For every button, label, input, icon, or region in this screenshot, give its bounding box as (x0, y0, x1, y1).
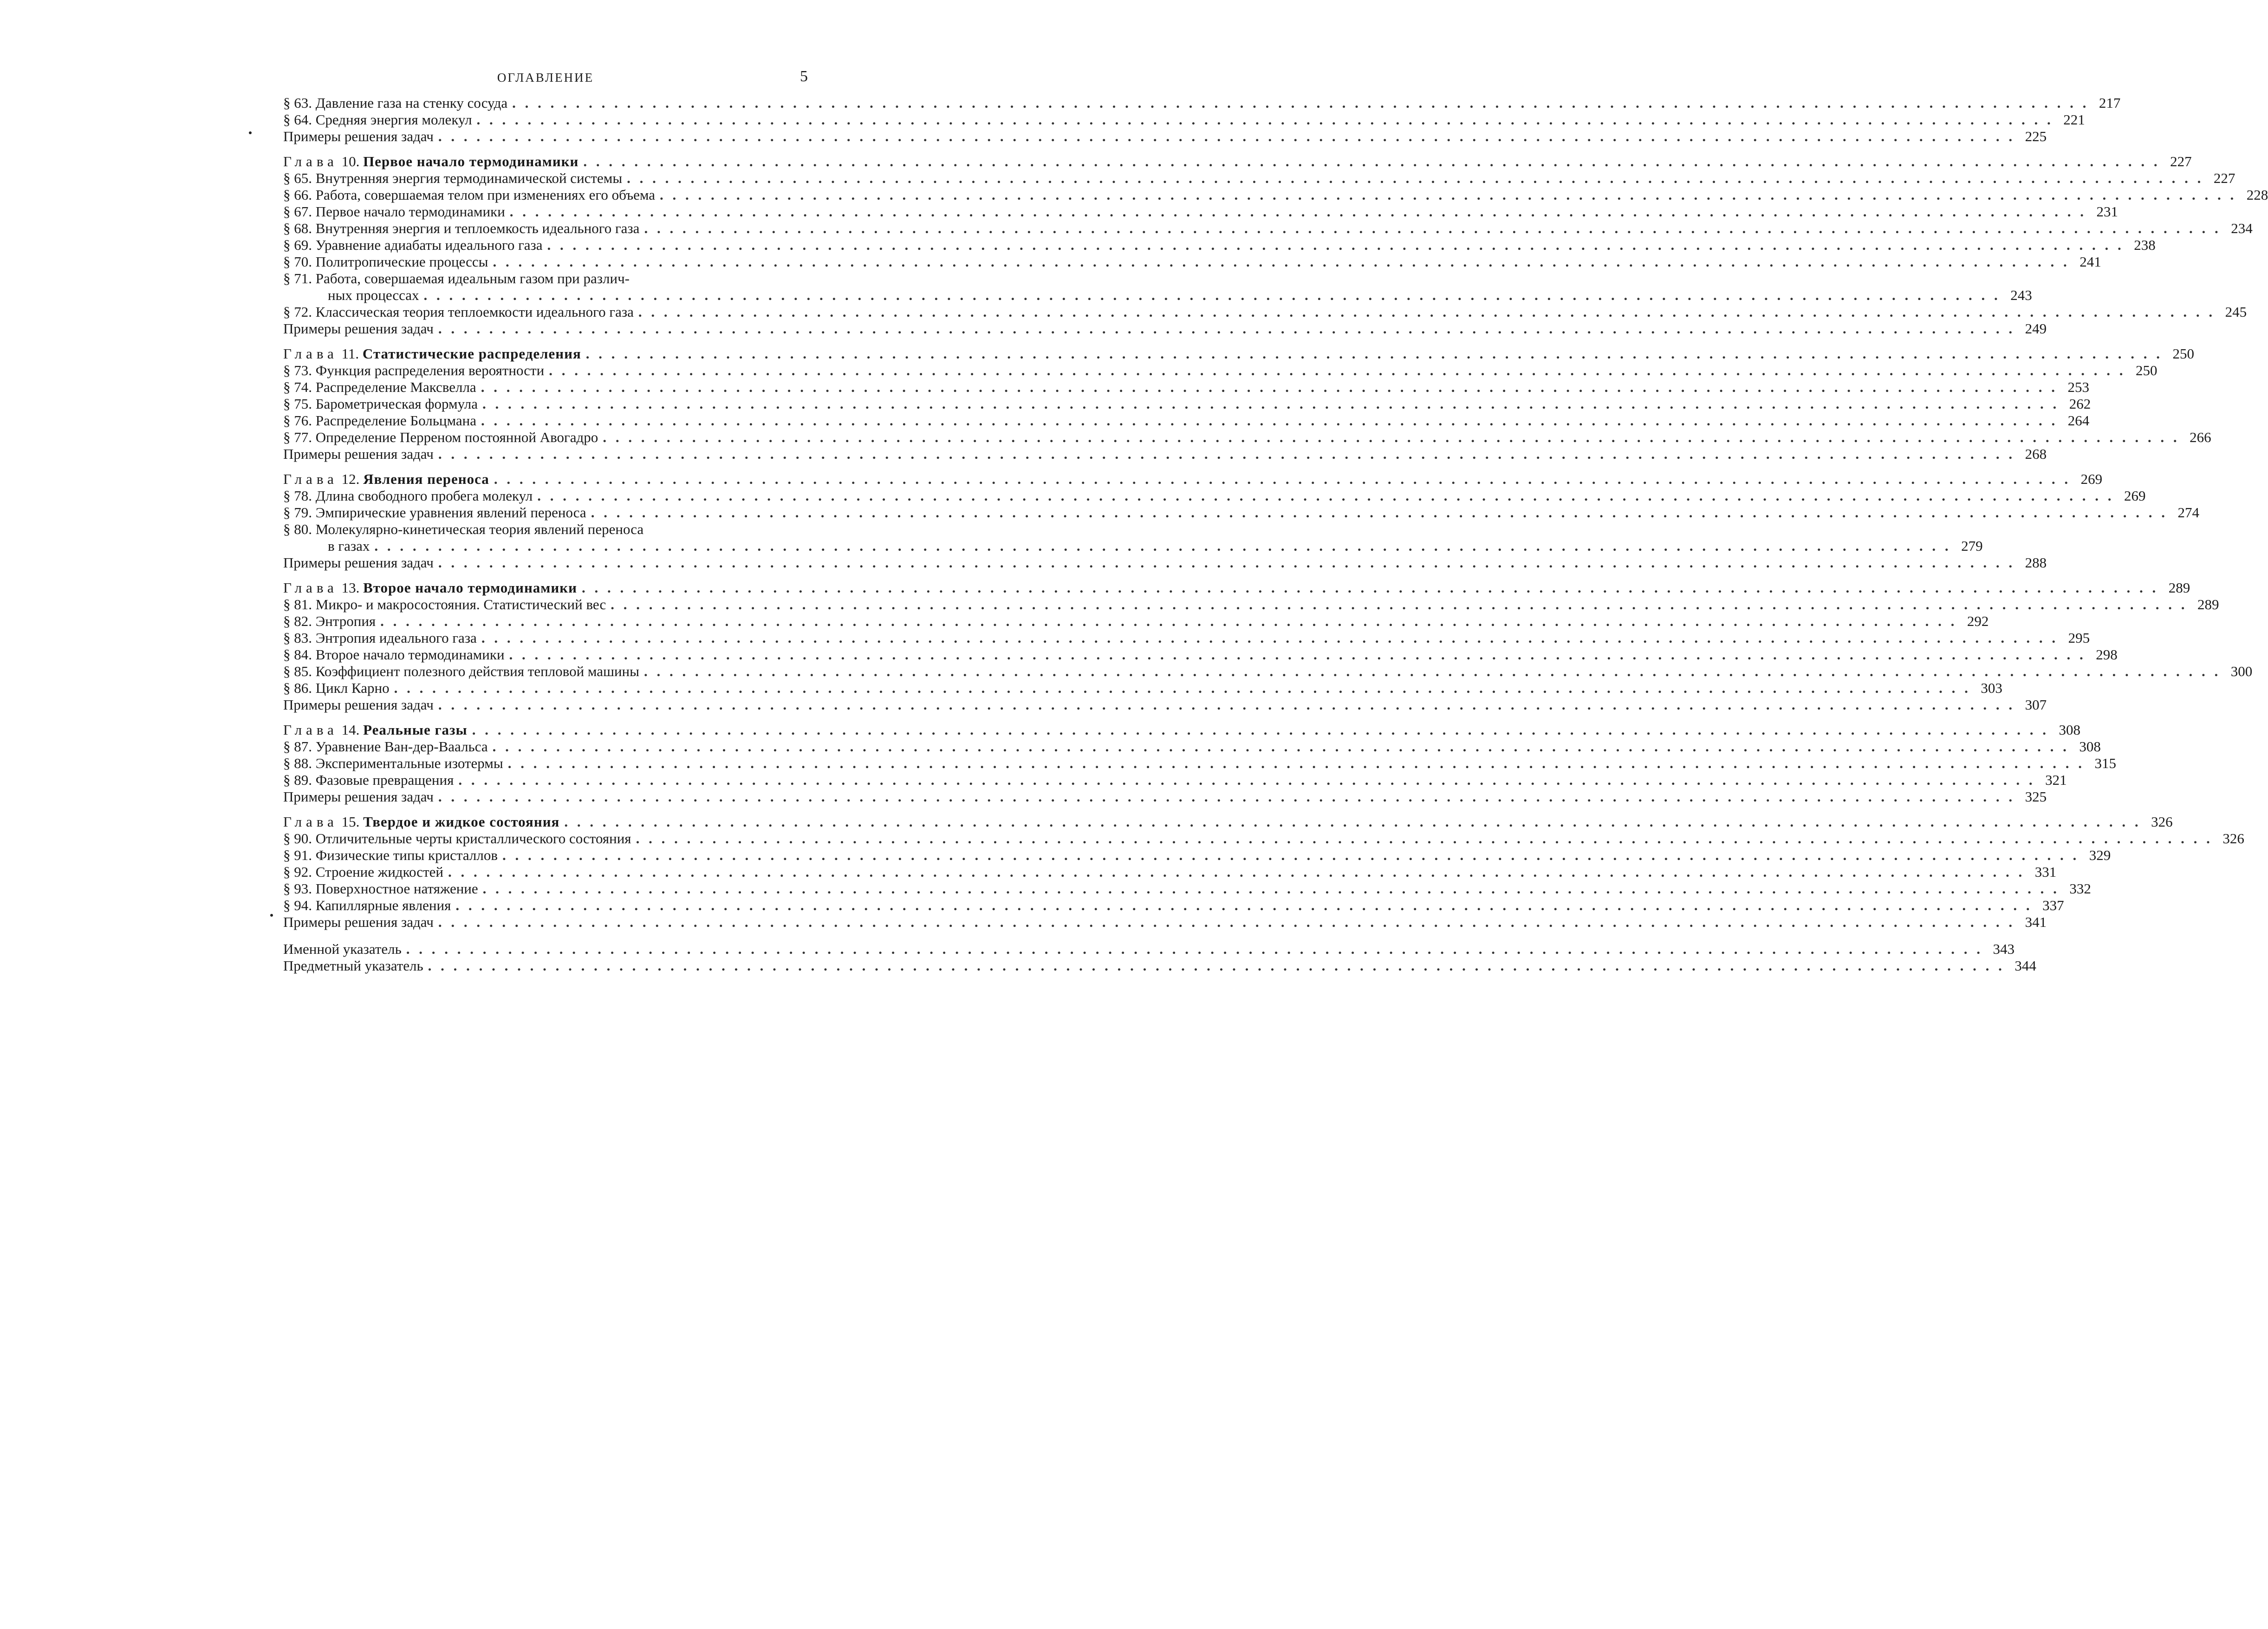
entry-title: § 93. Поверхностное натяжение (283, 880, 478, 897)
dot-leader (481, 379, 2058, 396)
toc-entry[interactable] (283, 830, 2244, 847)
page-ref: 231 (2096, 203, 2119, 220)
dot-leader (438, 446, 2015, 463)
chapter-prefix: Глава (283, 471, 338, 487)
chapter-title (283, 580, 577, 596)
dot-leader (438, 788, 2015, 805)
entry-title: § 63. Давление газа на стенку сосуда (283, 95, 508, 111)
page-ref: 279 (1961, 538, 1983, 554)
entry-title: § 87. Уравнение Ван-дер-Ваальса (283, 738, 488, 755)
page-ref: 344 (2015, 958, 2036, 974)
page-ref: 250 (2135, 362, 2158, 378)
chapter-title (283, 722, 468, 738)
toc-entry[interactable] (283, 697, 2047, 713)
dot-leader (644, 663, 2221, 680)
dot-leader (380, 613, 1957, 630)
toc-entry-line[interactable]: § 71. Работа, совершаемая идеальным газом при различ- (283, 270, 630, 287)
page-ref: 326 (2151, 814, 2173, 830)
toc-entry[interactable] (283, 446, 2047, 463)
page-ref: 266 (2190, 429, 2211, 445)
toc-entry[interactable] (283, 203, 2119, 220)
toc-entry[interactable] (283, 320, 2047, 337)
chapter-name: Первое начало термодинамики (363, 153, 579, 169)
page-ref: 268 (2025, 446, 2047, 462)
toc-group (283, 345, 2211, 463)
toc-entry[interactable] (283, 596, 2219, 613)
toc-entry[interactable] (283, 237, 2156, 254)
toc-entry[interactable] (283, 897, 2064, 914)
chapter-title (283, 471, 489, 488)
chapter-name: Второе начало термодинамики (363, 580, 578, 596)
page-ref: 307 (2025, 697, 2047, 713)
entry-title: § 84. Второе начало термодинамики (283, 646, 505, 663)
toc-entry[interactable] (283, 941, 2015, 958)
entry-title: § 82. Энтропия (283, 613, 376, 629)
dot-leader (458, 772, 2035, 788)
entry-title: § 72. Классическая теория теплоемкости идеального газа (283, 304, 634, 320)
dot-leader (406, 941, 1983, 958)
page-ref: 228 (2246, 187, 2268, 203)
toc-entry[interactable] (283, 304, 2247, 320)
dot-leader (481, 630, 2058, 646)
page-ref: 225 (2025, 128, 2047, 144)
entry-title: Примеры решения задач (283, 788, 434, 805)
toc-list (283, 95, 2268, 974)
page-ref: 249 (2025, 320, 2047, 337)
entry-title: § 64. Средняя энергия молекул (283, 111, 472, 128)
chapter-number: 11. (341, 345, 359, 362)
dot-leader (472, 722, 2049, 738)
chapter-number: 14. (341, 722, 360, 738)
dot-leader (611, 596, 2187, 613)
toc-group (283, 95, 2121, 145)
dot-leader (428, 958, 2005, 974)
dot-leader (482, 396, 2059, 412)
entry-title: § 86. Цикл Карно (283, 680, 390, 696)
page-ref: 326 (2223, 830, 2244, 847)
entry-title: § 85. Коэффициент полезного действия тепловой машины (283, 663, 639, 679)
page-ref: 308 (2059, 722, 2080, 738)
entry-title: § 81. Микро- и макросостояния. Статистический вес (283, 596, 606, 613)
toc-entry[interactable] (283, 755, 2116, 772)
toc-entry[interactable] (283, 429, 2211, 446)
toc-entry[interactable] (283, 788, 2047, 805)
chapter-name: Твердое и жидкое состояния (363, 814, 560, 830)
toc-entry[interactable] (283, 538, 1983, 554)
page-ref: 269 (2080, 471, 2103, 487)
chapter-name: Явления переноса (363, 471, 489, 487)
page-ref: 331 (2034, 864, 2057, 880)
chapter-prefix: Глава (283, 345, 338, 362)
toc-entry[interactable] (283, 111, 2085, 128)
entry-title: Примеры решения задач (283, 914, 434, 930)
toc-entry[interactable] (283, 128, 2047, 145)
dot-leader (638, 304, 2215, 320)
toc-entry[interactable] (283, 772, 2067, 788)
page-ref: 332 (2069, 880, 2091, 897)
dot-leader (424, 287, 2001, 304)
dot-leader (549, 362, 2125, 379)
dot-leader (583, 153, 2160, 170)
page-ref: 250 (2172, 345, 2195, 362)
chapter-number: 12. (341, 471, 360, 487)
dot-leader (564, 814, 2141, 830)
toc-entry[interactable] (283, 254, 2101, 270)
entry-continuation: ных процессах (328, 287, 419, 303)
toc-entry[interactable] (283, 362, 2158, 379)
dot-leader (394, 680, 1971, 697)
page-title: ОГЛАВЛЕНИЕ (497, 71, 594, 85)
entry-title: Примеры решения задач (283, 446, 434, 462)
page-ref: 289 (2168, 580, 2190, 596)
entry-title: § 77. Определение Перреном постоянной Авогадро (283, 429, 598, 445)
toc-entry[interactable] (283, 95, 2121, 111)
dot-leader (374, 538, 1951, 554)
dot-leader (494, 471, 2071, 488)
table-of-contents-page (283, 65, 2268, 983)
chapter-prefix: Глава (283, 814, 338, 830)
entry-title: Примеры решения задач (283, 697, 434, 713)
dot-leader (481, 412, 2058, 429)
page-ref: 227 (2213, 170, 2236, 186)
page-ref: 303 (1981, 680, 2002, 696)
page-ref: 341 (2025, 914, 2047, 930)
chapter-heading[interactable] (283, 580, 2190, 596)
dot-leader (660, 187, 2236, 203)
toc-group (283, 941, 2036, 974)
page-ref: 262 (2069, 396, 2091, 412)
dot-leader (438, 554, 2015, 571)
toc-entry[interactable] (283, 680, 2002, 697)
toc-entry[interactable] (283, 412, 2090, 429)
page-ref: 269 (2124, 488, 2146, 504)
dot-leader (512, 95, 2089, 111)
toc-entry[interactable] (283, 864, 2057, 880)
entry-title: § 70. Политропические процессы (283, 254, 488, 270)
toc-entry[interactable] (283, 488, 2146, 504)
dot-leader (644, 220, 2221, 237)
chapter-heading[interactable] (283, 814, 2173, 830)
toc-entry[interactable] (283, 958, 2036, 974)
page-ref: 221 (2063, 111, 2085, 128)
dot-leader (508, 755, 2085, 772)
toc-group (283, 722, 2116, 805)
chapter-name: Статистические распределения (362, 345, 581, 362)
stray-mark (270, 914, 273, 917)
toc-group (283, 471, 2199, 571)
dot-leader (627, 170, 2203, 187)
dot-leader (438, 128, 2015, 145)
toc-entry[interactable] (283, 914, 2047, 931)
page-ref: 300 (2230, 663, 2253, 679)
chapter-number: 13. (341, 580, 360, 596)
toc-entry[interactable] (283, 847, 2111, 864)
page-ref: 289 (2197, 596, 2219, 613)
toc-entry[interactable] (283, 396, 2091, 412)
page-number: 5 (800, 68, 808, 85)
page-ref: 308 (2079, 738, 2101, 755)
entry-title: Примеры решения задач (283, 128, 434, 144)
page-header (283, 65, 808, 95)
page-ref: 329 (2089, 847, 2111, 863)
entry-continuation: в газах (328, 538, 370, 554)
toc-entry[interactable] (283, 880, 2091, 897)
entry-title: § 92. Строение жидкостей (283, 864, 443, 880)
chapter-heading[interactable] (283, 345, 2195, 362)
toc-group (283, 153, 2268, 337)
page-ref: 343 (1993, 941, 2015, 957)
entry-title: § 83. Энтропия идеального газа (283, 630, 477, 646)
chapter-prefix: Глава (283, 722, 338, 738)
dot-leader (493, 254, 2070, 270)
toc-entry[interactable] (283, 170, 2236, 187)
entry-title: § 75. Барометрическая формула (283, 396, 478, 412)
dot-leader (636, 830, 2213, 847)
page-ref: 243 (2010, 287, 2032, 303)
toc-entry[interactable] (283, 220, 2253, 237)
toc-entry[interactable] (283, 187, 2268, 203)
entry-title: § 94. Капиллярные явления (283, 897, 451, 913)
toc-entry[interactable] (283, 738, 2101, 755)
chapter-heading[interactable] (283, 471, 2103, 488)
dot-leader (438, 914, 2015, 931)
toc-entry[interactable] (283, 504, 2199, 521)
page-ref: 264 (2067, 412, 2090, 429)
toc-group (283, 814, 2244, 931)
entry-title: Примеры решения задач (283, 554, 434, 571)
entry-title: Примеры решения задач (283, 320, 434, 337)
page-ref: 245 (2225, 304, 2247, 320)
page-ref: 274 (2177, 504, 2199, 521)
toc-entry-line[interactable]: § 80. Молекулярно-кинетическая теория явлений переноса (283, 521, 644, 537)
dot-leader (547, 237, 2124, 254)
chapter-title (283, 345, 581, 362)
chapter-heading[interactable] (283, 153, 2192, 170)
dot-leader (483, 880, 2060, 897)
toc-entry[interactable] (283, 630, 2090, 646)
page-ref: 217 (2099, 95, 2121, 111)
entry-title: § 74. Распределение Максвелла (283, 379, 476, 395)
page-ref: 241 (2080, 254, 2101, 270)
dot-leader (493, 738, 2069, 755)
dot-leader (438, 697, 2015, 713)
dot-leader (586, 345, 2163, 362)
chapter-prefix: Глава (283, 153, 338, 169)
page-ref: 227 (2170, 153, 2192, 169)
dot-leader (502, 847, 2079, 864)
page-ref: 238 (2134, 237, 2156, 253)
page-ref: 325 (2025, 788, 2047, 805)
toc-entry[interactable] (283, 663, 2253, 680)
toc-entry[interactable] (283, 379, 2089, 396)
entry-title: Именной указатель (283, 941, 402, 957)
entry-title: § 91. Физические типы кристаллов (283, 847, 498, 863)
entry-title: § 78. Длина свободного пробега молекул (283, 488, 533, 504)
chapter-number: 15. (341, 814, 360, 830)
toc-entry[interactable] (283, 287, 2032, 304)
entry-title: § 67. Первое начало термодинамики (283, 203, 505, 220)
dot-leader (582, 580, 2158, 596)
page-ref: 298 (2096, 646, 2118, 663)
entry-title: § 66. Работа, совершаемая телом при изменениях его объема (283, 187, 656, 203)
chapter-prefix: Глава (283, 580, 338, 596)
dot-leader (455, 897, 2032, 914)
entry-title: Предметный указатель (283, 958, 423, 974)
chapter-name: Реальные газы (363, 722, 468, 738)
chapter-title (283, 814, 559, 830)
chapter-title (283, 153, 578, 170)
toc-entry[interactable] (283, 613, 1989, 630)
page-ref: 234 (2231, 220, 2253, 236)
dot-leader (509, 646, 2086, 663)
page-ref: 295 (2068, 630, 2090, 646)
toc-entry[interactable] (283, 646, 2118, 663)
entry-title: § 73. Функция распределения вероятности (283, 362, 545, 378)
chapter-heading[interactable] (283, 722, 2080, 738)
dot-leader (603, 429, 2179, 446)
dot-leader (537, 488, 2114, 504)
entry-title: § 68. Внутренняя энергия и теплоемкость идеального газа (283, 220, 640, 236)
page-ref: 253 (2067, 379, 2089, 395)
dot-leader (438, 320, 2015, 337)
entry-title: § 89. Фазовые превращения (283, 772, 454, 788)
entry-title: § 88. Экспериментальные изотермы (283, 755, 503, 771)
entry-title: § 65. Внутренняя энергия термодинамической системы (283, 170, 623, 186)
entry-title: § 69. Уравнение адиабаты идеального газа (283, 237, 543, 253)
chapter-number: 10. (341, 153, 360, 169)
page-ref: 321 (2045, 772, 2067, 788)
page-ref: 292 (1967, 613, 1989, 629)
toc-entry[interactable] (283, 554, 2047, 571)
dot-leader (510, 203, 2086, 220)
dot-leader (477, 111, 2054, 128)
dot-leader (591, 504, 2168, 521)
entry-title: § 76. Распределение Больцмана (283, 412, 477, 429)
page-ref: 337 (2042, 897, 2064, 913)
toc-group (283, 580, 2253, 713)
entry-title: § 90. Отличительные черты кристаллического состояния (283, 830, 631, 847)
dot-leader (448, 864, 2025, 880)
entry-title: § 79. Эмпирические уравнения явлений переноса (283, 504, 586, 521)
page-ref: 315 (2094, 755, 2116, 771)
stray-mark (249, 131, 252, 134)
page-ref: 288 (2025, 554, 2047, 571)
